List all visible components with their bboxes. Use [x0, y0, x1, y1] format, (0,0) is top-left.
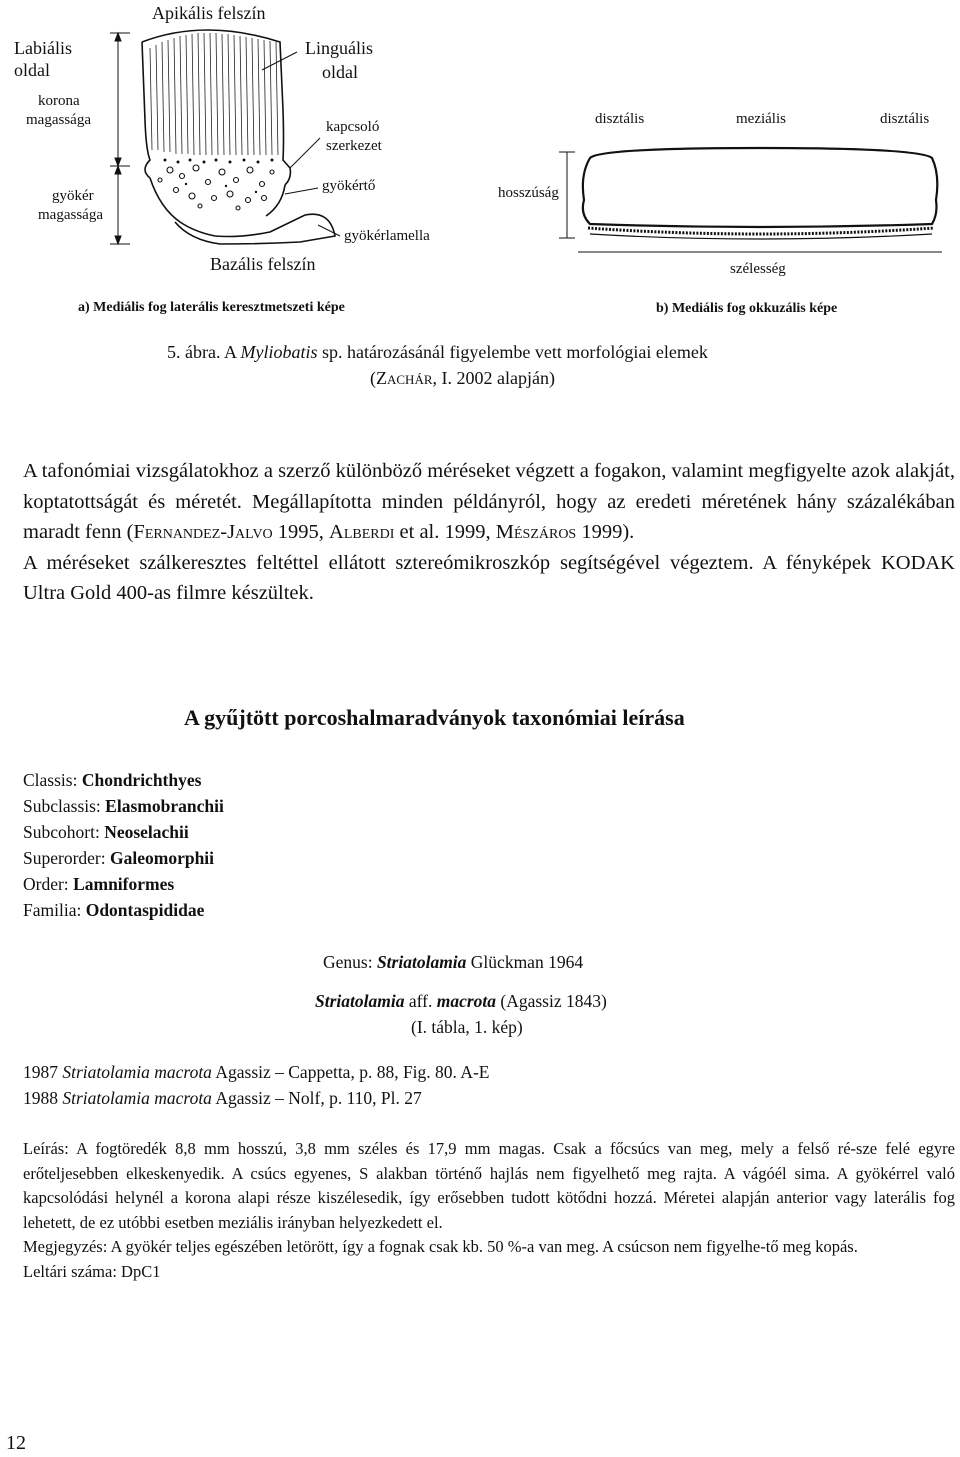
figure-title-line1: 5. ábra. A Myliobatis sp. határozásánál figyelembe vett morfológiai elemek	[167, 342, 708, 362]
note-text: Megjegyzés: A gyökér teljes egészében letörött, így a fognak csak kb. 50 %-a van meg. A csúcson nem figyelhe-tő meg kopás.	[23, 1237, 858, 1256]
taxonomy-classis: Classis: Chondrichthyes	[23, 770, 202, 790]
label-labial-2: oldal	[14, 60, 50, 80]
label-width: szélesség	[730, 261, 786, 277]
label-mesial: meziális	[736, 111, 786, 127]
page-number: 12	[6, 1432, 26, 1454]
label-length: hosszúság	[498, 185, 559, 201]
section-title: A gyűjtött porcoshalmaradványok taxonómiai leírása	[184, 705, 685, 730]
synonymy-entry-1987: 1987 Striatolamia macrota Agassiz – Cappetta, p. 88, Fig. 80. A-E	[23, 1062, 490, 1082]
label-lingual-2: oldal	[322, 62, 358, 82]
intro-text	[23, 456, 955, 609]
genus-line: Genus: Striatolamia Glückman 1964	[323, 952, 584, 972]
label-basal-surface: Bazális felszín	[210, 254, 316, 274]
label-root-lamella: gyökérlamella	[344, 228, 430, 244]
species-line: Striatolamia aff. macrota (Agassiz 1843)	[315, 991, 607, 1011]
figure-title-line2: (Zachár, I. 2002 alapján)	[370, 368, 555, 388]
figure-drawing	[0, 0, 960, 330]
description-text: Leírás: A fogtöredék 8,8 mm hosszú, 3,8 mm széles és 17,9 mm magas. Csak a főcsúcs van meg, mely a felső ré-sze felé egyre erőteljesebben elkeskenyedik. A csúcs egyenes, S alakban történő hajlás nem figyelhető meg rajta. A vágóél sima. A gyökérrel való kapcsolódási helynél a korona alapi része kiszélesedik, így erősebben tudott kötődni hozzá. Méretei alapján anterior vagy laterális fog lehetett, de ez utóbbi esetben meziális irányban helyezkedett el.	[23, 1139, 955, 1232]
description-block	[23, 1137, 955, 1284]
label-connector-1: kapcsoló	[326, 119, 380, 135]
inventory-number: Leltári száma: DpC1	[23, 1261, 161, 1281]
taxonomy-subcohort: Subcohort: Neoselachii	[23, 822, 189, 842]
taxonomy-list	[23, 767, 224, 923]
synonymy-list	[23, 1059, 490, 1111]
taxonomy-superorder: Superorder: Galeomorphii	[23, 848, 215, 868]
label-distal-left: disztális	[595, 111, 645, 127]
intro-paragraph-1: A tafonómiai vizsgálatokhoz a szerző különböző méréseket végzett a fogakon, valamint megfigyelte azok alakját, koptatottságát és méretét. Megállapította minden példányról, hogy az eredeti méretének hány százalékában maradt fenn (Fernandez-Jalvo 1995, Alberdi et al. 1999, Mészáros 1999).	[23, 460, 955, 543]
intro-paragraph-2: A méréseket szálkeresztes feltéttel ellátott sztereómikroszkóp segítségével végeztem. A fényképek KODAK Ultra Gold 400-as filmre készültek.	[23, 551, 955, 604]
caption-panel-a: a) Mediális fog laterális keresztmetszeti képe	[78, 300, 345, 315]
label-root-height-2: magassága	[38, 207, 103, 223]
label-lingual-1: Linguális	[305, 38, 373, 58]
label-labial-1: Labiális	[14, 38, 72, 58]
label-root-height-1: gyökér	[52, 188, 94, 204]
label-root-core: gyökértő	[322, 178, 376, 194]
taxonomy-order: Order: Lamniformes	[23, 874, 175, 894]
label-connector-2: szerkezet	[326, 138, 382, 154]
taxonomy-subclassis: Subclassis: Elasmobranchii	[23, 796, 224, 816]
label-apical-surface: Apikális felszín	[152, 3, 266, 23]
label-distal-right: disztális	[880, 111, 930, 127]
taxonomy-familia: Familia: Odontaspididae	[23, 900, 205, 920]
plate-reference: (I. tábla, 1. kép)	[411, 1017, 523, 1037]
label-crown-height-1: korona	[38, 93, 80, 109]
caption-panel-b: b) Mediális fog okkuzális képe	[656, 301, 838, 316]
label-crown-height-2: magassága	[26, 112, 91, 128]
synonymy-entry-1988: 1988 Striatolamia macrota Agassiz – Nolf, p. 110, Pl. 27	[23, 1088, 422, 1108]
